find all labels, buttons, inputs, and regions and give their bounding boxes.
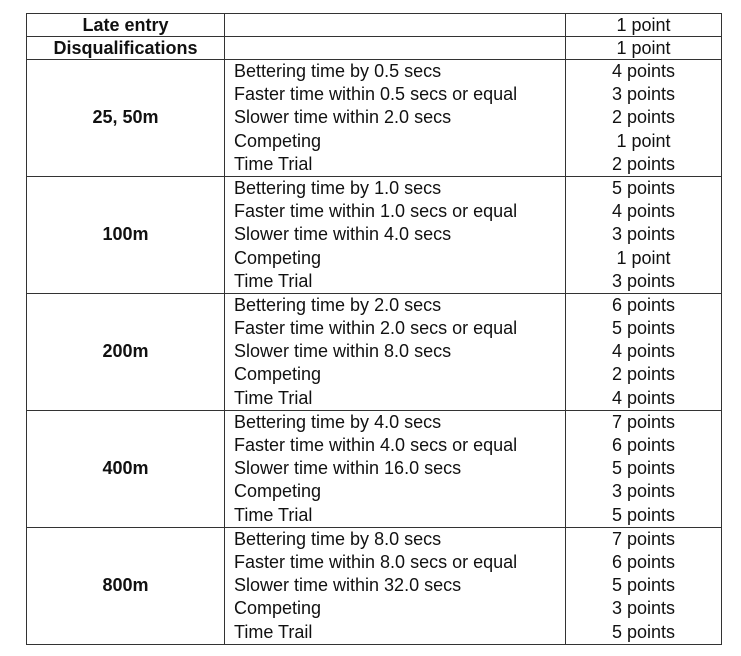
points-value: 5 points <box>611 504 676 525</box>
points-cell <box>566 410 722 527</box>
points-table <box>26 13 722 645</box>
table-row <box>27 410 722 527</box>
points-value: 4 points <box>611 61 676 81</box>
criterion-line: Time Trail <box>234 621 313 642</box>
criterion-cell <box>225 14 566 37</box>
points-value: 7 points <box>611 411 676 432</box>
points-value: 6 points <box>611 294 676 315</box>
points-value: 5 points <box>611 575 676 596</box>
criterion-line: Slower time within 4.0 secs <box>234 224 452 245</box>
points-value: 5 points <box>611 318 676 339</box>
points-cell <box>566 176 722 293</box>
criterion-line: Faster time within 2.0 secs or equal <box>234 318 518 339</box>
criterion-line: Faster time within 0.5 secs or equal <box>234 84 518 105</box>
criterion-line: Time Trial <box>234 504 313 525</box>
category-cell: Late entry <box>27 14 225 37</box>
table-row <box>27 14 722 37</box>
criterion-line: Time Trial <box>234 387 313 408</box>
points-value: 1 point <box>616 130 671 151</box>
criterion-line: Slower time within 16.0 secs <box>234 458 462 479</box>
points-value: 5 points <box>611 458 676 479</box>
points-value: 1 point <box>616 247 671 268</box>
points-value: 2 points <box>611 153 676 174</box>
points-cell <box>566 37 722 60</box>
criterion-line: Slower time within 2.0 secs <box>234 107 452 128</box>
criterion-line: Competing <box>234 598 322 619</box>
criterion-line: Faster time within 1.0 secs or equal <box>234 201 518 222</box>
points-value: 3 points <box>611 598 676 619</box>
criteria-cell <box>225 293 566 410</box>
points-cell <box>566 293 722 410</box>
points-value: 2 points <box>611 107 676 128</box>
criterion-line: Bettering time by 0.5 secs <box>234 61 442 81</box>
distance-cell: 25, 50m <box>27 60 225 177</box>
points-value: 7 points <box>611 528 676 549</box>
table-row <box>27 527 722 644</box>
criteria-cell <box>225 527 566 644</box>
points-value: 6 points <box>611 435 676 455</box>
points-value: 2 points <box>611 364 676 385</box>
points-value: 4 points <box>611 201 676 222</box>
criteria-cell <box>225 176 566 293</box>
points-cell <box>566 60 722 177</box>
points-value: 1 point <box>616 38 671 58</box>
criterion-line: Bettering time by 1.0 secs <box>234 177 442 198</box>
criterion-line: Bettering time by 2.0 secs <box>234 294 442 315</box>
criterion-line: Slower time within 32.0 secs <box>234 575 462 596</box>
points-value: 3 points <box>611 224 676 245</box>
criterion-cell <box>225 37 566 60</box>
distance-cell: 100m <box>27 176 225 293</box>
points-value: 3 points <box>611 481 676 502</box>
points-value: 4 points <box>611 341 676 362</box>
criterion-line: Competing <box>234 481 322 502</box>
criteria-cell <box>225 60 566 177</box>
distance-cell: 800m <box>27 527 225 644</box>
distance-cell: 200m <box>27 293 225 410</box>
points-value: 3 points <box>611 270 676 291</box>
table-row <box>27 37 722 60</box>
points-value: 4 points <box>611 387 676 408</box>
criteria-cell <box>225 410 566 527</box>
category-cell: Disqualifications <box>27 37 225 60</box>
points-cell <box>566 14 722 37</box>
points-value: 5 points <box>611 177 676 198</box>
criterion-line: Bettering time by 8.0 secs <box>234 528 442 549</box>
criterion-line: Faster time within 4.0 secs or equal <box>234 435 518 455</box>
points-cell <box>566 527 722 644</box>
points-value: 1 point <box>616 15 671 35</box>
distance-cell: 400m <box>27 410 225 527</box>
points-value: 3 points <box>611 84 676 105</box>
table-row <box>27 176 722 293</box>
table-row <box>27 293 722 410</box>
criterion-line: Bettering time by 4.0 secs <box>234 411 442 432</box>
points-value: 6 points <box>611 551 676 572</box>
criterion-line: Slower time within 8.0 secs <box>234 341 452 362</box>
criterion-line: Competing <box>234 130 322 151</box>
points-value: 5 points <box>611 621 676 642</box>
table-row <box>27 60 722 177</box>
criterion-line: Time Trial <box>234 153 313 174</box>
criterion-line: Competing <box>234 364 322 385</box>
criterion-line: Time Trial <box>234 270 313 291</box>
criterion-line: Competing <box>234 247 322 268</box>
criterion-line: Faster time within 8.0 secs or equal <box>234 551 518 572</box>
